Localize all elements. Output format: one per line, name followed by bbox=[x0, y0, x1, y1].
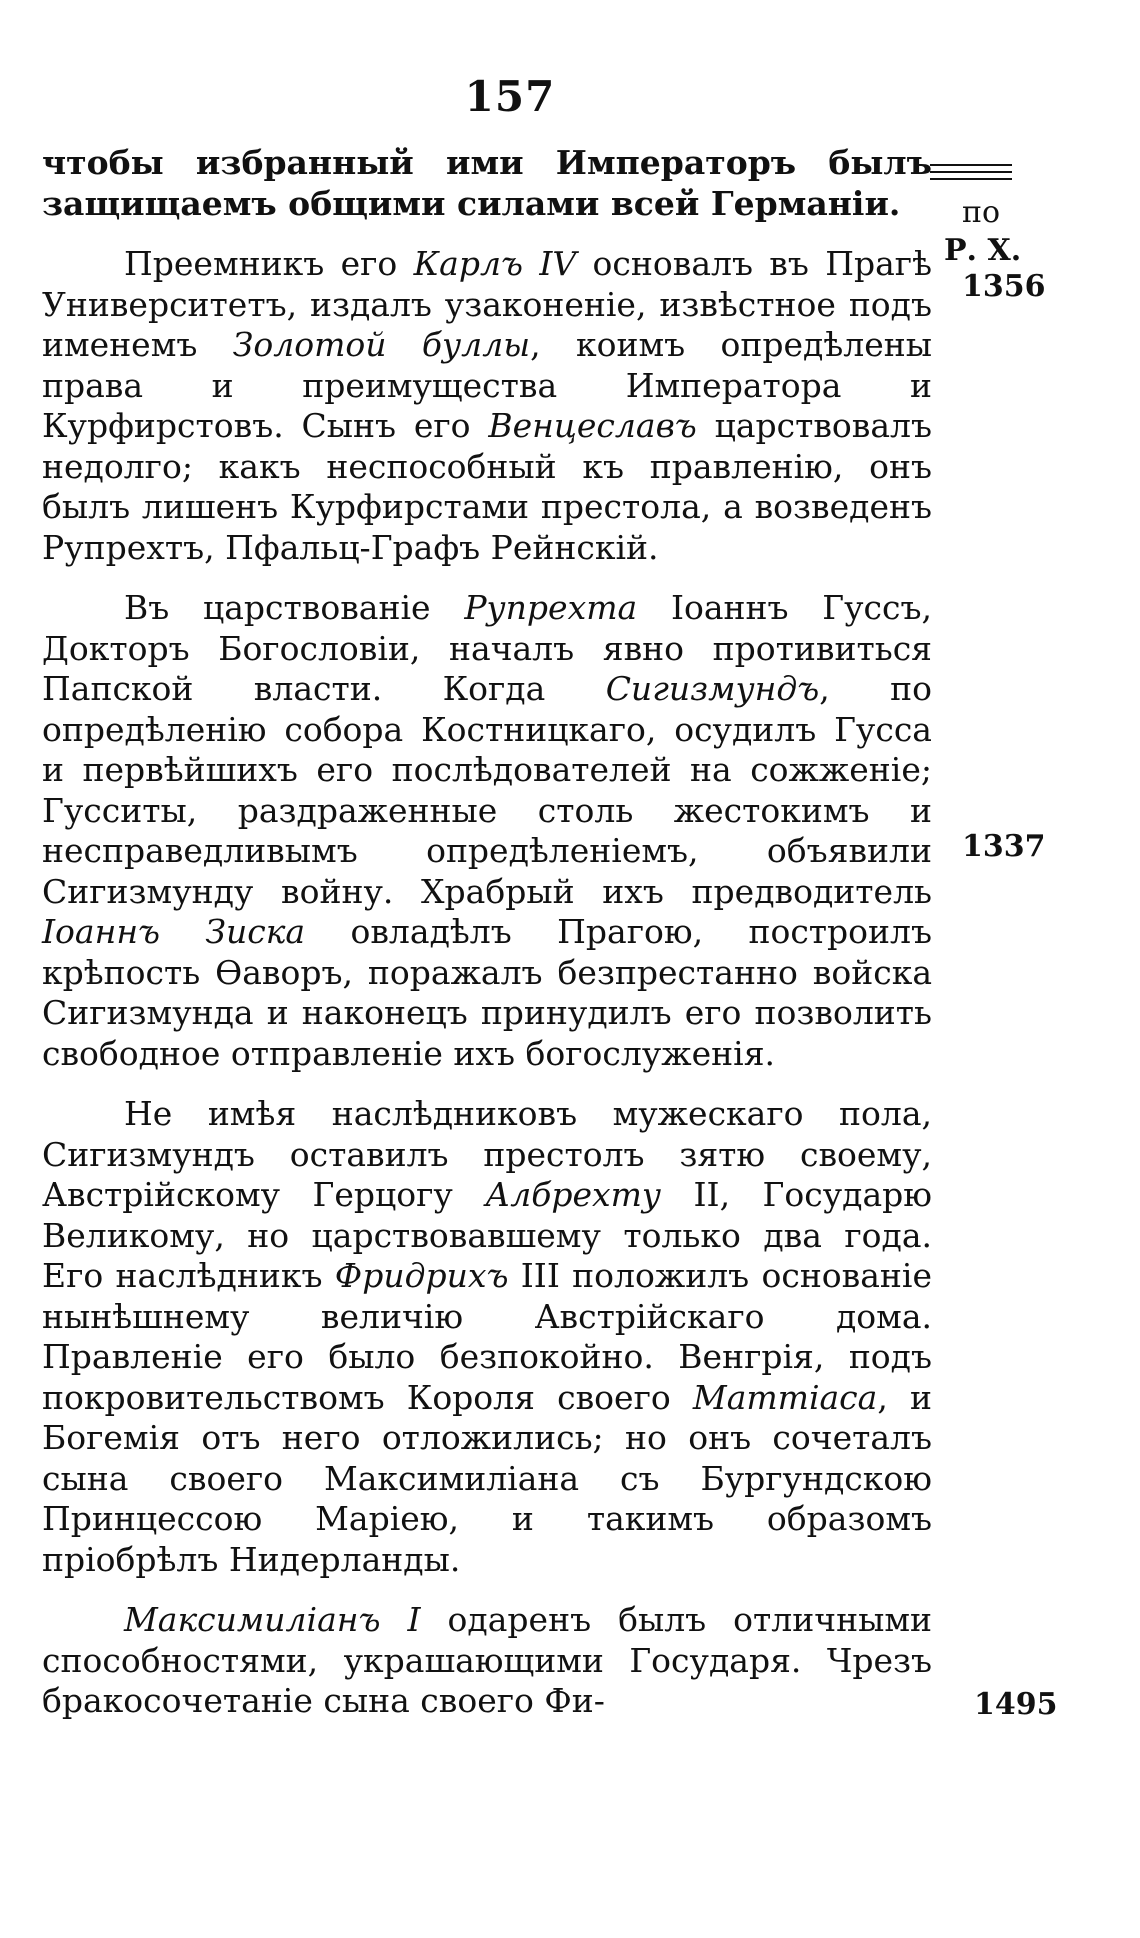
text-run: одаренъ былъ отличными способностями, украшающими Государя. Чрезъ бракосочетаніе сына своего Фи- bbox=[42, 1600, 932, 1720]
italic-name: Фридрихъ bbox=[334, 1256, 509, 1295]
text-run: Не имѣя наслѣдниковъ мужескаго пола, Сигизмундъ оставилъ престолъ зятю своему, Австрійскому Герцогу bbox=[42, 1094, 932, 1214]
text-run: Преемникъ его bbox=[124, 244, 414, 283]
text-run: , и Богемія отъ него отложились; но онъ сочеталъ сына своего Максимиліана съ Бургундскою Принцессою Маріею, и такимъ образомъ пріобрѣлъ Нидерланды. bbox=[42, 1377, 932, 1579]
margin-note-year: 1337 bbox=[962, 829, 1046, 864]
italic-name: Золотой буллы bbox=[232, 325, 531, 364]
paragraph bbox=[42, 588, 932, 1074]
text-run: овладѣлъ Прагою, построилъ крѣпость Ѳаворъ, поражалъ безпрестанно войска Сигизмунда и наконецъ принудилъ его позволить свободное отправленіе ихъ богослуженія. bbox=[42, 912, 933, 1073]
italic-name: Рупрехта bbox=[464, 588, 638, 627]
text-run: чтобы избранный ими Императоръ былъ защищаемъ общими силами всей Германіи. bbox=[42, 143, 932, 223]
margin-note-po: по bbox=[962, 195, 1001, 230]
page-number: 157 bbox=[464, 72, 556, 121]
text-run: III положилъ основаніе нынѣшнему величію Австрійскаго дома. Правленіе его было безпокойно. Венгрія, подъ покровительствомъ Короля своего bbox=[42, 1256, 933, 1417]
paragraph bbox=[42, 1600, 932, 1722]
italic-name: Максимиліанъ I bbox=[124, 1600, 421, 1639]
text-run: , коимъ опредѣлены права и преимущества Императора и Курфирстовъ. Сынъ его bbox=[42, 325, 933, 445]
margin-rule bbox=[930, 171, 1012, 173]
paragraph bbox=[42, 244, 932, 568]
paragraph bbox=[42, 143, 932, 224]
margin-rule bbox=[930, 164, 1012, 166]
italic-name: Сигизмундъ bbox=[605, 669, 820, 708]
italic-name: Іоаннъ Зиска bbox=[42, 912, 306, 951]
body-text bbox=[42, 143, 932, 1742]
text-run: Іоаннъ Гуссъ, Докторъ Богословіи, началъ явно противиться Папской власти. Когда bbox=[42, 588, 932, 708]
text-run: Въ царствованіе bbox=[124, 588, 465, 627]
paragraph bbox=[42, 1094, 932, 1580]
margin-note-rx: Р. Х. bbox=[944, 233, 1022, 268]
italic-name: Венцеславъ bbox=[488, 406, 697, 445]
margin-note-year: 1356 bbox=[962, 269, 1046, 304]
text-run: царствовалъ недолго; какъ неспособный къ правленію, онъ былъ лишенъ Курфирстами престола, а возведенъ Рупрехтъ, Пфальц-Графъ Рейнскій. bbox=[42, 406, 933, 567]
text-run: основалъ въ Прагѣ Университетъ, издалъ узаконеніе, извѣстное подъ именемъ bbox=[42, 244, 932, 364]
text-run: II, Государю Великому, но царствовавшему только два года. Его наслѣдникъ bbox=[42, 1175, 932, 1295]
margin-rule bbox=[930, 178, 1012, 180]
text-run: , по опредѣленію собора Костницкаго, осудилъ Гусса и первѣйшихъ его послѣдователей на сожженіе; Гусситы, раздраженные столь жестокимъ и несправедливымъ опредѣленіемъ, объявили Сигизмунду войну. Храбрый ихъ предводитель bbox=[42, 669, 933, 911]
italic-name: Карлъ IV bbox=[413, 244, 577, 283]
italic-name: Албрехту bbox=[485, 1175, 662, 1214]
margin-note-year: 1495 bbox=[974, 1687, 1058, 1722]
italic-name: Маттіаса bbox=[692, 1377, 878, 1417]
